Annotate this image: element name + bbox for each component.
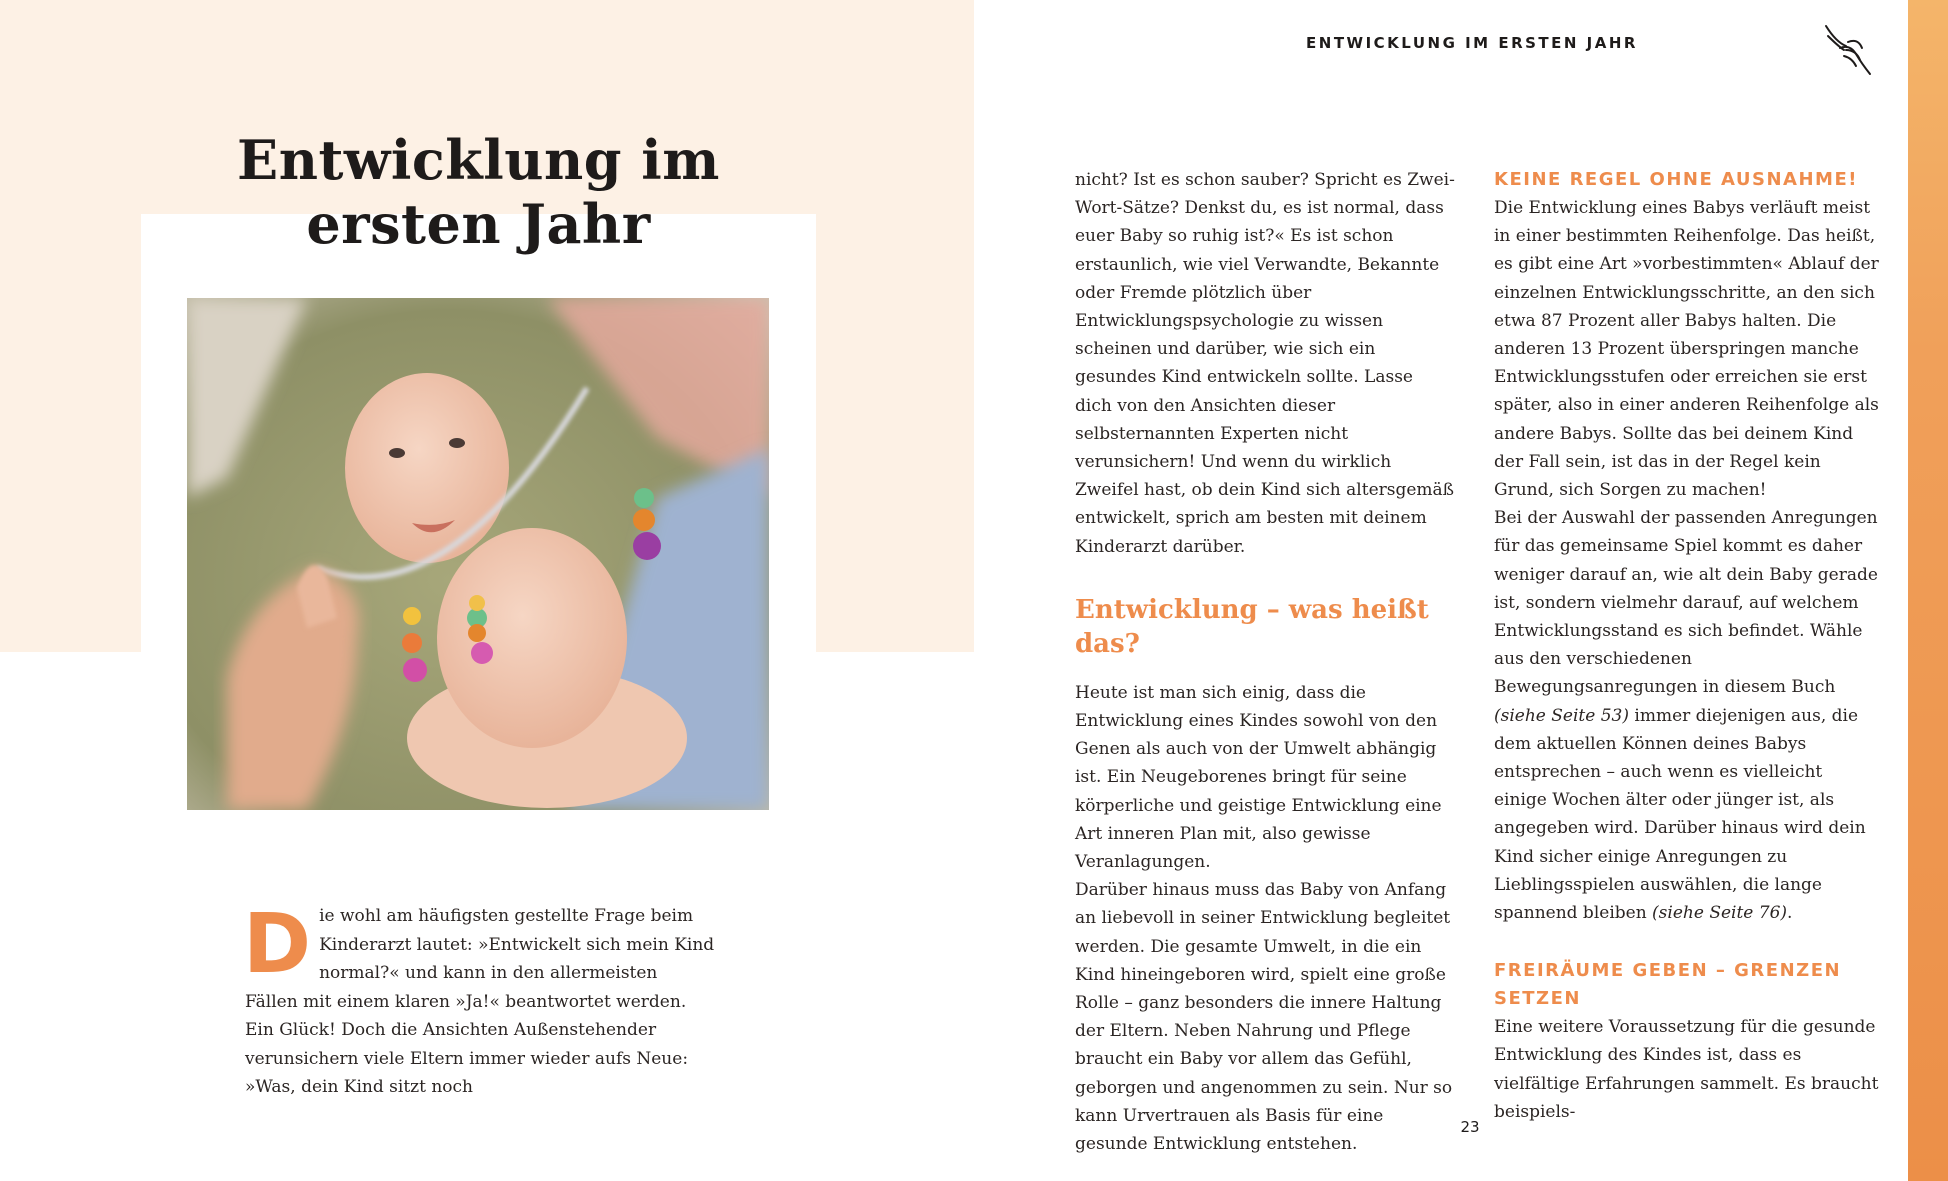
heading-keine-regel: KEINE REGEL OHNE AUSNAHME! [1494, 169, 1858, 190]
right-paragraph-2-c: . [1787, 903, 1793, 924]
drop-cap: D [243, 897, 312, 992]
running-head: ENTWICKLUNG IM ERSTEN JAHR [1306, 34, 1638, 52]
mid-paragraph-2: Heute ist man sich einig, dass die Entwicklung eines Kindes sowohl von den Genen als auch von der Umwelt abhängig ist. Ein Neugeborenes bringt für seine körperliche und geistige Entwicklung eine Art inneren Plan mit, also gewisse Veranlagungen. [1075, 682, 1442, 873]
heading-freiraeume: FREIRÄUME GEBEN – GRENZEN SETZEN [1494, 960, 1842, 1010]
orange-edge-strip [1908, 0, 1948, 1181]
mid-paragraph-1: nicht? Ist es schon sauber? Spricht es Zwei-Wort-Sätze? Denkst du, es ist normal, dass euer Baby so ruhig ist?« Es ist schon erstaunlich, wie viel Verwandte, Bekannte oder Fremde plötzlich über Entwicklungspsychologie zu wissen scheinen und darüber, wie sich ein gesundes Kind entwickeln sollte. Lasse dich von den Ansichten dieser selbsternannten Experten nicht verunsichern! Und wenn du wirklich Zweifel hast, ob dein Kind sich altersgemäß entwickelt, sprich am besten mit deinem Kinderarzt darüber. [1075, 170, 1455, 557]
right-paragraph-1: Die Entwicklung eines Babys verläuft meist in einer bestimmten Reihenfolge. Das heißt, es gibt eine Art »vorbestimmten« Ablauf der einzelnen Entwicklungsschritte, an den sich etwa 87 Prozent aller Babys halten. Die anderen 13 Prozent überspringen manche Entwicklungsstufen oder erreichen sie erst später, also in einer anderen Reihenfolge als andere Babys. Sollte das bei deinem Kind der Fall sein, ist das in der Regel kein Grund, sich Sorgen zu machen! [1494, 198, 1879, 501]
page-reference-53: (siehe Seite 53) [1494, 705, 1629, 726]
right-paragraph-2-a: Bei der Auswahl der passenden Anregungen für das gemeinsame Spiel kommt es daher weniger darauf an, wie alt dein Baby gerade ist, sondern vielmehr darauf, auf welchem Entwicklungsstand es sich befindet. Wähle aus den verschiedenen Bewegungsanregungen in diesem Buch [1494, 508, 1878, 698]
page-number: 23 [1460, 1118, 1480, 1136]
right-paragraph-3: Eine weitere Voraussetzung für die gesunde Entwicklung des Kindes ist, dass es vielfältige Erfahrungen sammelt. Es braucht beispiels- [1494, 1017, 1879, 1122]
intro-text: ie wohl am häufigsten gestellte Frage beim Kinderarzt lautet: »Entwickelt sich mein Kind normal?« und kann in den allermeisten Fällen mit einem klaren »Ja!« beantwortet werden. Ein Glück! Doch die Ansichten Außenstehender verunsichern viele Eltern immer wieder aufs Neue: »Was, dein Kind sitzt noch [245, 906, 715, 1097]
intro-paragraph [243, 897, 715, 1102]
right-paragraph-2-b: immer diejenigen aus, die dem aktuellen Können deines Babys entsprechen – auch wenn es vielleicht einige Wochen älter oder jünger ist, als angegeben wird. Darüber hinaus wird dein Kind sicher einige Anregungen zu Lieblingsspielen auswählen, die lange spannend bleiben [1494, 705, 1866, 924]
mid-paragraph-3: Darüber hinaus muss das Baby von Anfang an liebevoll in seiner Entwicklung begleitet werden. Die gesamte Umwelt, in die ein Kind hineingeboren wird, spielt eine große Rolle – ganz besonders die innere Haltung der Eltern. Neben Nahrung und Pflege braucht ein Baby vor allem das Gefühl, geborgen und angenommen zu sein. Nur so kann Urvertrauen als Basis für eine gesunde Entwicklung entstehen. [1075, 880, 1453, 1155]
column-right [1494, 166, 1879, 1126]
hand-icon [1822, 20, 1874, 78]
right-paragraph-2 [1494, 504, 1879, 927]
column-middle [1075, 166, 1455, 1158]
section-heading-entwicklung: Entwicklung – was heißt das? [1075, 594, 1429, 659]
baby-photo [187, 298, 769, 810]
page-reference-76: (siehe Seite 76) [1652, 903, 1788, 924]
page-title: Entwicklung im ersten Jahr [237, 128, 720, 256]
